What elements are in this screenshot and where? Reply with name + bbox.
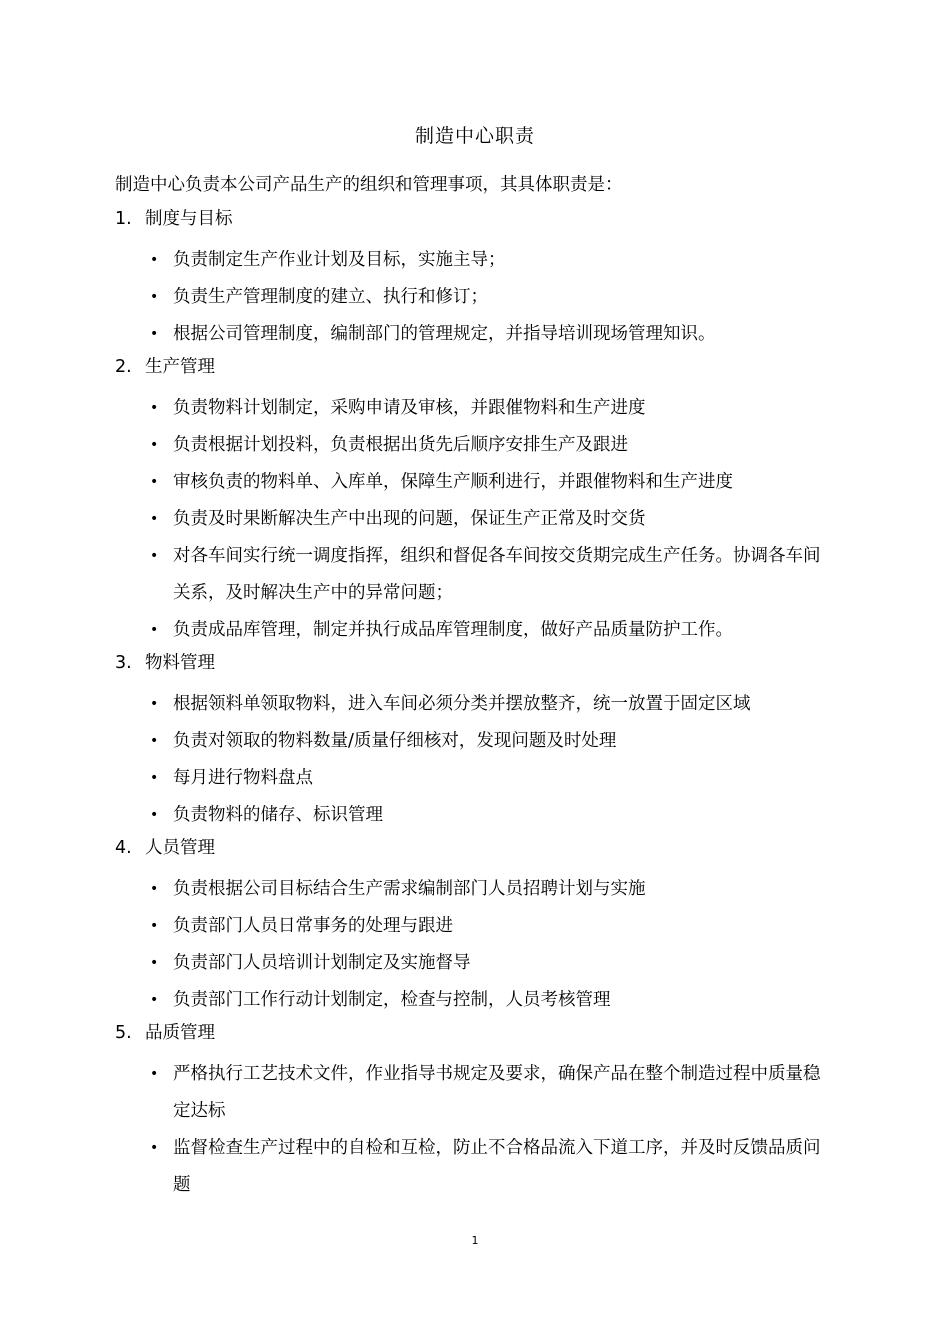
list-item-text: 负责部门人员培训计划制定及实施督导 [173, 953, 471, 973]
section-heading [115, 834, 845, 871]
page-number: 1 [471, 1234, 479, 1247]
section-items [115, 686, 845, 834]
list-item [115, 464, 835, 501]
list-item-text: 根据公司管理制度，编制部门的管理规定，并指导培训现场管理知识。 [173, 324, 716, 344]
section-label: 人员管理 [145, 838, 215, 858]
list-item-text: 每月进行物料盘点 [173, 768, 313, 788]
section-number: 3. [115, 653, 132, 673]
list-item [115, 427, 835, 464]
list-item-text: 负责对领取的物料数量/质量仔细核对，发现问题及时处理 [173, 731, 617, 751]
section-items [115, 1056, 845, 1204]
section-items [115, 242, 845, 353]
list-item-text: 审核负责的物料单、入库单，保障生产顺利进行，并跟催物料和生产进度 [173, 472, 733, 492]
section-heading [115, 205, 845, 242]
bullet-icon: • [150, 955, 159, 971]
bullet-icon: • [150, 474, 159, 490]
list-item-text: 负责部门工作行动计划制定，检查与控制，人员考核管理 [173, 990, 611, 1010]
list-item-text: 严格执行工艺技术文件，作业指导书规定及要求，确保产品在整个制造过程中质量稳定达标 [173, 1064, 821, 1121]
section-label: 制度与目标 [145, 209, 233, 229]
bullet-icon: • [150, 252, 159, 268]
bullet-icon: • [150, 992, 159, 1008]
list-item-text: 负责物料计划制定，采购申请及审核，并跟催物料和生产进度 [173, 398, 646, 418]
list-item [115, 390, 835, 427]
bullet-icon: • [150, 622, 159, 638]
bullet-icon: • [150, 548, 159, 564]
list-item [115, 871, 835, 908]
section-label: 品质管理 [145, 1023, 215, 1043]
section-heading [115, 649, 845, 686]
list-item-text: 负责根据计划投料，负责根据出货先后顺序安排生产及跟进 [173, 435, 628, 455]
list-item-text: 负责及时果断解决生产中出现的问题，保证生产正常及时交货 [173, 509, 646, 529]
bullet-icon: • [150, 1066, 159, 1082]
list-item [115, 1130, 835, 1204]
bullet-icon: • [150, 437, 159, 453]
bullet-icon: • [150, 770, 159, 786]
list-item [115, 686, 835, 723]
bullet-icon: • [150, 881, 159, 897]
bullet-icon: • [150, 1140, 159, 1156]
list-item-text: 根据领料单领取物料，进入车间必须分类并摆放整齐，统一放置于固定区域 [173, 694, 751, 714]
list-item [115, 1056, 835, 1130]
section-label: 生产管理 [145, 357, 215, 377]
list-item-text: 负责成品库管理，制定并执行成品库管理制度，做好产品质量防护工作。 [173, 620, 733, 640]
section-items [115, 871, 845, 1019]
list-item-text: 负责物料的储存、标识管理 [173, 805, 383, 825]
list-item [115, 316, 835, 353]
list-item [115, 723, 835, 760]
list-item-text: 负责部门人员日常事务的处理与跟进 [173, 916, 453, 936]
sections-list [115, 205, 845, 1204]
section-number: 2. [115, 357, 132, 377]
list-item-text: 负责制定生产作业计划及目标，实施主导； [173, 250, 506, 270]
section-heading [115, 353, 845, 390]
list-item [115, 279, 835, 316]
bullet-icon: • [150, 289, 159, 305]
section-number: 5. [115, 1023, 132, 1043]
section-number: 1. [115, 209, 132, 229]
list-item-text: 监督检查生产过程中的自检和互检，防止不合格品流入下道工序，并及时反馈品质问题 [173, 1138, 821, 1195]
list-item-text: 对各车间实行统一调度指挥，组织和督促各车间按交货期完成生产任务。协调各车间关系，及时解决生产中的异常问题； [173, 546, 821, 603]
list-item [115, 797, 835, 834]
bullet-icon: • [150, 400, 159, 416]
bullet-icon: • [150, 511, 159, 527]
list-item [115, 612, 835, 649]
list-item [115, 501, 835, 538]
bullet-icon: • [150, 918, 159, 934]
document-title: 制造中心职责 [414, 125, 535, 147]
list-item [115, 945, 835, 982]
section-number: 4. [115, 838, 132, 858]
section-heading [115, 1019, 845, 1056]
list-item [115, 242, 835, 279]
list-item [115, 760, 835, 797]
bullet-icon: • [150, 696, 159, 712]
bullet-icon: • [150, 326, 159, 342]
list-item [115, 908, 835, 945]
section-label: 物料管理 [145, 653, 215, 673]
list-item-text: 负责根据公司目标结合生产需求编制部门人员招聘计划与实施 [173, 879, 646, 899]
intro-paragraph: 制造中心负责本公司产品生产的组织和管理事项，其具体职责是： [115, 175, 623, 195]
section-items [115, 390, 845, 649]
bullet-icon: • [150, 807, 159, 823]
list-item [115, 982, 835, 1019]
bullet-icon: • [150, 733, 159, 749]
list-item [115, 538, 835, 612]
list-item-text: 负责生产管理制度的建立、执行和修订； [173, 287, 488, 307]
